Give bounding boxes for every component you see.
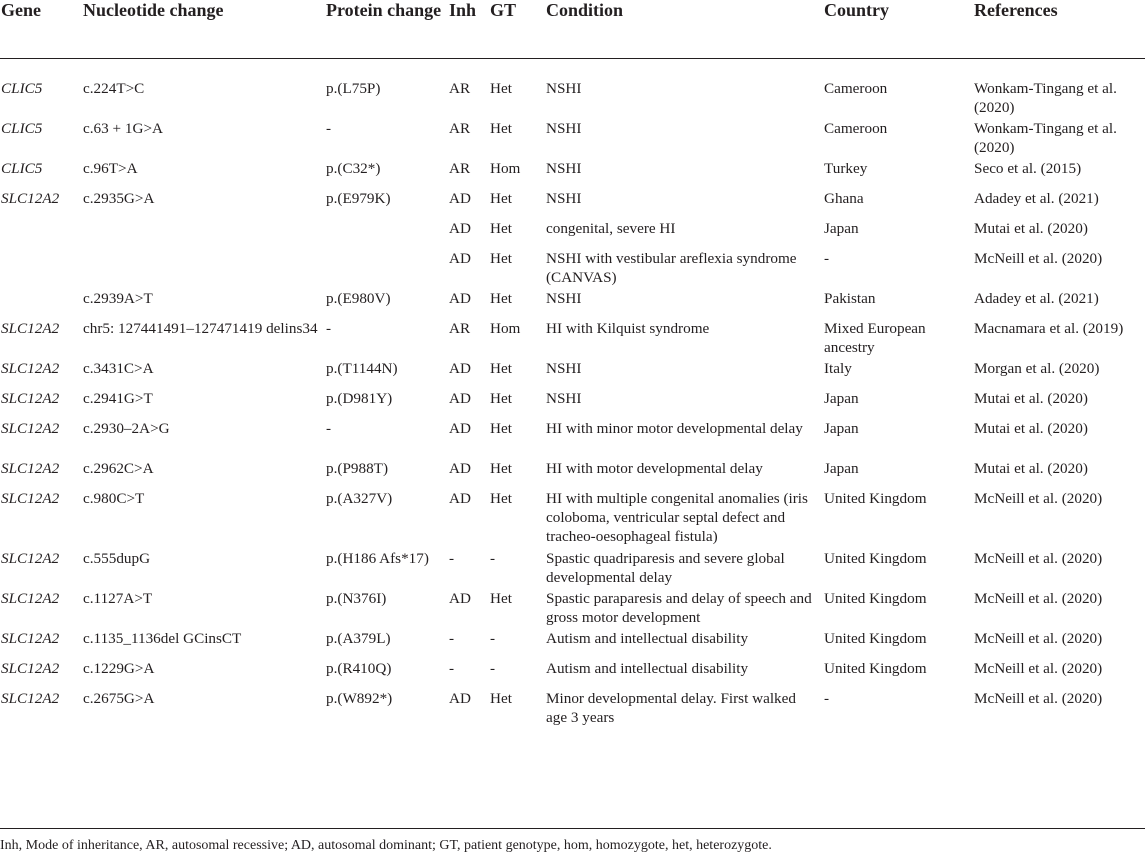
cell-protein: p.(H186 Afs*17) — [326, 550, 429, 567]
cell-protein: - — [326, 420, 332, 437]
cell-condition: HI with multiple congenital anomalies (iris coloboma, ventricular septal defect and tracheo-oesophageal fistula) — [546, 490, 808, 545]
cell-country: United Kingdom — [824, 550, 927, 567]
cell-inh: AR — [449, 320, 471, 337]
table-row — [0, 459, 1145, 489]
header-condition: Condition — [545, 0, 823, 59]
cell-reference: Wonkam-Tingang et al. (2020) — [974, 120, 1117, 156]
cell-nucleotide: c.1229G>A — [83, 660, 155, 677]
cell-country: Turkey — [824, 160, 868, 177]
cell-inh: AR — [449, 80, 471, 97]
header-nucleotide-change: Nucleotide change — [82, 0, 325, 59]
cell-gt: Het — [490, 420, 512, 437]
cell-inh: AR — [449, 160, 471, 177]
cell-protein — [325, 249, 448, 289]
table-row — [0, 359, 1145, 389]
header-protein-change: Protein change — [325, 0, 448, 59]
cell-inh: AD — [449, 420, 471, 437]
cell-condition: NSHI — [546, 290, 582, 307]
cell-nucleotide: c.1127A>T — [83, 590, 153, 607]
cell-gt: Het — [490, 290, 512, 307]
cell-gt: Het — [490, 390, 512, 407]
cell-nucleotide: c.2941G>T — [83, 390, 153, 407]
cell-reference: Macnamara et al. (2019) — [974, 320, 1124, 337]
cell-protein: - — [326, 120, 332, 137]
cell-condition: NSHI — [546, 160, 582, 177]
cell-gene: SLC12A2 — [1, 190, 60, 207]
cell-country: United Kingdom — [824, 590, 927, 607]
cell-protein: p.(N376I) — [326, 590, 387, 607]
cell-gene: SLC12A2 — [1, 360, 60, 377]
cell-inh: - — [449, 550, 455, 567]
cell-gt: Het — [490, 120, 512, 137]
table-row — [0, 189, 1145, 219]
cell-inh: AD — [449, 190, 471, 207]
cell-reference: Mutai et al. (2020) — [974, 420, 1088, 437]
table-row — [0, 389, 1145, 419]
cell-protein: p.(E979K) — [326, 190, 391, 207]
cell-country: Cameroon — [824, 120, 888, 137]
header-references: References — [973, 0, 1145, 59]
cell-protein: p.(C32*) — [326, 160, 381, 177]
cell-nucleotide — [82, 219, 325, 249]
cell-reference: McNeill et al. (2020) — [974, 250, 1103, 267]
cell-gt: Het — [490, 220, 512, 237]
header-country: Country — [823, 0, 973, 59]
cell-gene: SLC12A2 — [1, 390, 60, 407]
cell-country: Japan — [824, 420, 859, 437]
cell-reference: McNeill et al. (2020) — [974, 630, 1103, 647]
cell-nucleotide: c.96T>A — [83, 160, 138, 177]
cell-gt: Hom — [490, 320, 521, 337]
cell-inh: AD — [449, 690, 471, 707]
table-row — [0, 489, 1145, 549]
cell-nucleotide: c.63 + 1G>A — [83, 120, 163, 137]
cell-gene: SLC12A2 — [1, 660, 60, 677]
table-row — [0, 549, 1145, 589]
cell-country: United Kingdom — [824, 630, 927, 647]
cell-reference: Wonkam-Tingang et al. (2020) — [974, 80, 1117, 116]
cell-inh: AD — [449, 250, 471, 267]
cell-inh: AD — [449, 360, 471, 377]
cell-condition: Spastic paraparesis and delay of speech and gross motor development — [546, 590, 812, 626]
cell-reference: Mutai et al. (2020) — [974, 220, 1088, 237]
cell-reference: Seco et al. (2015) — [974, 160, 1082, 177]
cell-country: Japan — [824, 460, 859, 477]
cell-gene: CLIC5 — [1, 120, 43, 137]
cell-condition: congenital, severe HI — [546, 220, 676, 237]
cell-country: Ghana — [824, 190, 864, 207]
cell-reference: McNeill et al. (2020) — [974, 590, 1103, 607]
cell-country: - — [824, 250, 830, 267]
cell-inh: AD — [449, 590, 471, 607]
cell-gene: CLIC5 — [1, 80, 43, 97]
table-row — [0, 319, 1145, 359]
cell-condition: Spastic quadriparesis and severe global developmental delay — [546, 550, 785, 586]
cell-nucleotide: c.2935G>A — [83, 190, 155, 207]
cell-reference: Adadey et al. (2021) — [974, 190, 1099, 207]
cell-gene: SLC12A2 — [1, 630, 60, 647]
cell-condition: HI with Kilquist syndrome — [546, 320, 710, 337]
table-footnote: Inh, Mode of inheritance, AR, autosomal recessive; AD, autosomal dominant; GT, patient genotype, hom, homozygote, het, heterozygote. — [0, 838, 772, 853]
cell-reference: Adadey et al. (2021) — [974, 290, 1099, 307]
cell-gt: - — [490, 550, 496, 567]
cell-country: Japan — [824, 220, 859, 237]
cell-country: Japan — [824, 390, 859, 407]
cell-protein: p.(T1144N) — [326, 360, 398, 377]
cell-gt: Het — [490, 190, 512, 207]
cell-reference: McNeill et al. (2020) — [974, 490, 1103, 507]
table-row — [0, 159, 1145, 189]
cell-nucleotide: c.1135_1136del GCinsCT — [83, 630, 242, 647]
cell-gt: Het — [490, 690, 512, 707]
cell-nucleotide: c.2962C>A — [83, 460, 154, 477]
cell-protein: p.(P988T) — [326, 460, 389, 477]
cell-gene: SLC12A2 — [1, 690, 60, 707]
cell-gene: SLC12A2 — [1, 490, 60, 507]
table-row — [0, 689, 1145, 729]
cell-reference: Mutai et al. (2020) — [974, 460, 1088, 477]
cell-condition: NSHI — [546, 360, 582, 377]
cell-gt: Hom — [490, 160, 521, 177]
cell-condition: NSHI — [546, 80, 582, 97]
cell-reference: Mutai et al. (2020) — [974, 390, 1088, 407]
cell-condition: HI with minor motor developmental delay — [546, 420, 803, 437]
cell-gt: - — [490, 630, 496, 647]
cell-gene — [0, 249, 82, 289]
table-row — [0, 629, 1145, 659]
cell-country: - — [824, 690, 830, 707]
header-row — [0, 0, 1145, 59]
cell-protein: p.(A327V) — [326, 490, 393, 507]
cell-condition: Autism and intellectual disability — [546, 630, 749, 647]
table-bottom-rule — [0, 828, 1145, 829]
cell-protein: p.(R410Q) — [326, 660, 392, 677]
cell-gt: Het — [490, 460, 512, 477]
table-row — [0, 219, 1145, 249]
cell-country: Pakistan — [824, 290, 876, 307]
cell-nucleotide: chr5: 127441491–127471419 delins34 — [83, 320, 318, 337]
table-row — [0, 289, 1145, 319]
cell-gene: SLC12A2 — [1, 590, 60, 607]
cell-inh: AD — [449, 390, 471, 407]
cell-country: United Kingdom — [824, 490, 927, 507]
cell-reference: McNeill et al. (2020) — [974, 550, 1103, 567]
cell-inh: AD — [449, 460, 471, 477]
cell-gene — [0, 289, 82, 319]
cell-gene: SLC12A2 — [1, 460, 60, 477]
cell-gt: - — [490, 660, 496, 677]
cell-protein: p.(E980V) — [326, 290, 391, 307]
table-row — [0, 59, 1145, 120]
cell-nucleotide — [82, 249, 325, 289]
cell-nucleotide: c.980C>T — [83, 490, 145, 507]
cell-protein: p.(W892*) — [326, 690, 393, 707]
cell-protein: p.(L75P) — [326, 80, 381, 97]
cell-gt: Het — [490, 490, 512, 507]
cell-protein: p.(A379L) — [326, 630, 391, 647]
table-row — [0, 419, 1145, 459]
cell-inh: AR — [449, 120, 471, 137]
cell-condition: NSHI — [546, 190, 582, 207]
cell-gt: Het — [490, 250, 512, 267]
cell-condition: NSHI — [546, 390, 582, 407]
cell-nucleotide: c.2939A>T — [83, 290, 153, 307]
cell-gt: Het — [490, 360, 512, 377]
cell-inh: AD — [449, 220, 471, 237]
cell-reference: McNeill et al. (2020) — [974, 690, 1103, 707]
table-row — [0, 249, 1145, 289]
cell-protein: - — [326, 320, 332, 337]
cell-condition: NSHI with vestibular areflexia syndrome (CANVAS) — [546, 250, 797, 286]
header-gt: GT — [489, 0, 545, 59]
cell-nucleotide: c.555dupG — [83, 550, 151, 567]
cell-condition: HI with motor developmental delay — [546, 460, 763, 477]
cell-condition: NSHI — [546, 120, 582, 137]
cell-nucleotide: c.2930–2A>G — [83, 420, 170, 437]
cell-reference: McNeill et al. (2020) — [974, 660, 1103, 677]
table-row — [0, 659, 1145, 689]
cell-condition: Autism and intellectual disability — [546, 660, 749, 677]
cell-nucleotide: c.2675G>A — [83, 690, 155, 707]
cell-reference: Morgan et al. (2020) — [974, 360, 1100, 377]
cell-country: United Kingdom — [824, 660, 927, 677]
cell-country: Cameroon — [824, 80, 888, 97]
cell-inh: - — [449, 660, 455, 677]
cell-condition: Minor developmental delay. First walked age 3 years — [546, 690, 796, 726]
header-inh: Inh — [448, 0, 489, 59]
cell-nucleotide: c.224T>C — [83, 80, 145, 97]
cell-nucleotide: c.3431C>A — [83, 360, 154, 377]
cell-gt: Het — [490, 590, 512, 607]
table-row — [0, 589, 1145, 629]
header-gene: Gene — [0, 0, 82, 59]
cell-country: Italy — [824, 360, 852, 377]
cell-gene: CLIC5 — [1, 160, 43, 177]
cell-inh: AD — [449, 290, 471, 307]
cell-inh: - — [449, 630, 455, 647]
cell-protein — [325, 219, 448, 249]
cell-gt: Het — [490, 80, 512, 97]
table-row — [0, 119, 1145, 159]
cell-inh: AD — [449, 490, 471, 507]
cell-country: Mixed European ancestry — [824, 320, 926, 356]
cell-gene — [0, 219, 82, 249]
cell-gene: SLC12A2 — [1, 550, 60, 567]
cell-gene: SLC12A2 — [1, 420, 60, 437]
cell-gene: SLC12A2 — [1, 320, 60, 337]
cell-protein: p.(D981Y) — [326, 390, 393, 407]
